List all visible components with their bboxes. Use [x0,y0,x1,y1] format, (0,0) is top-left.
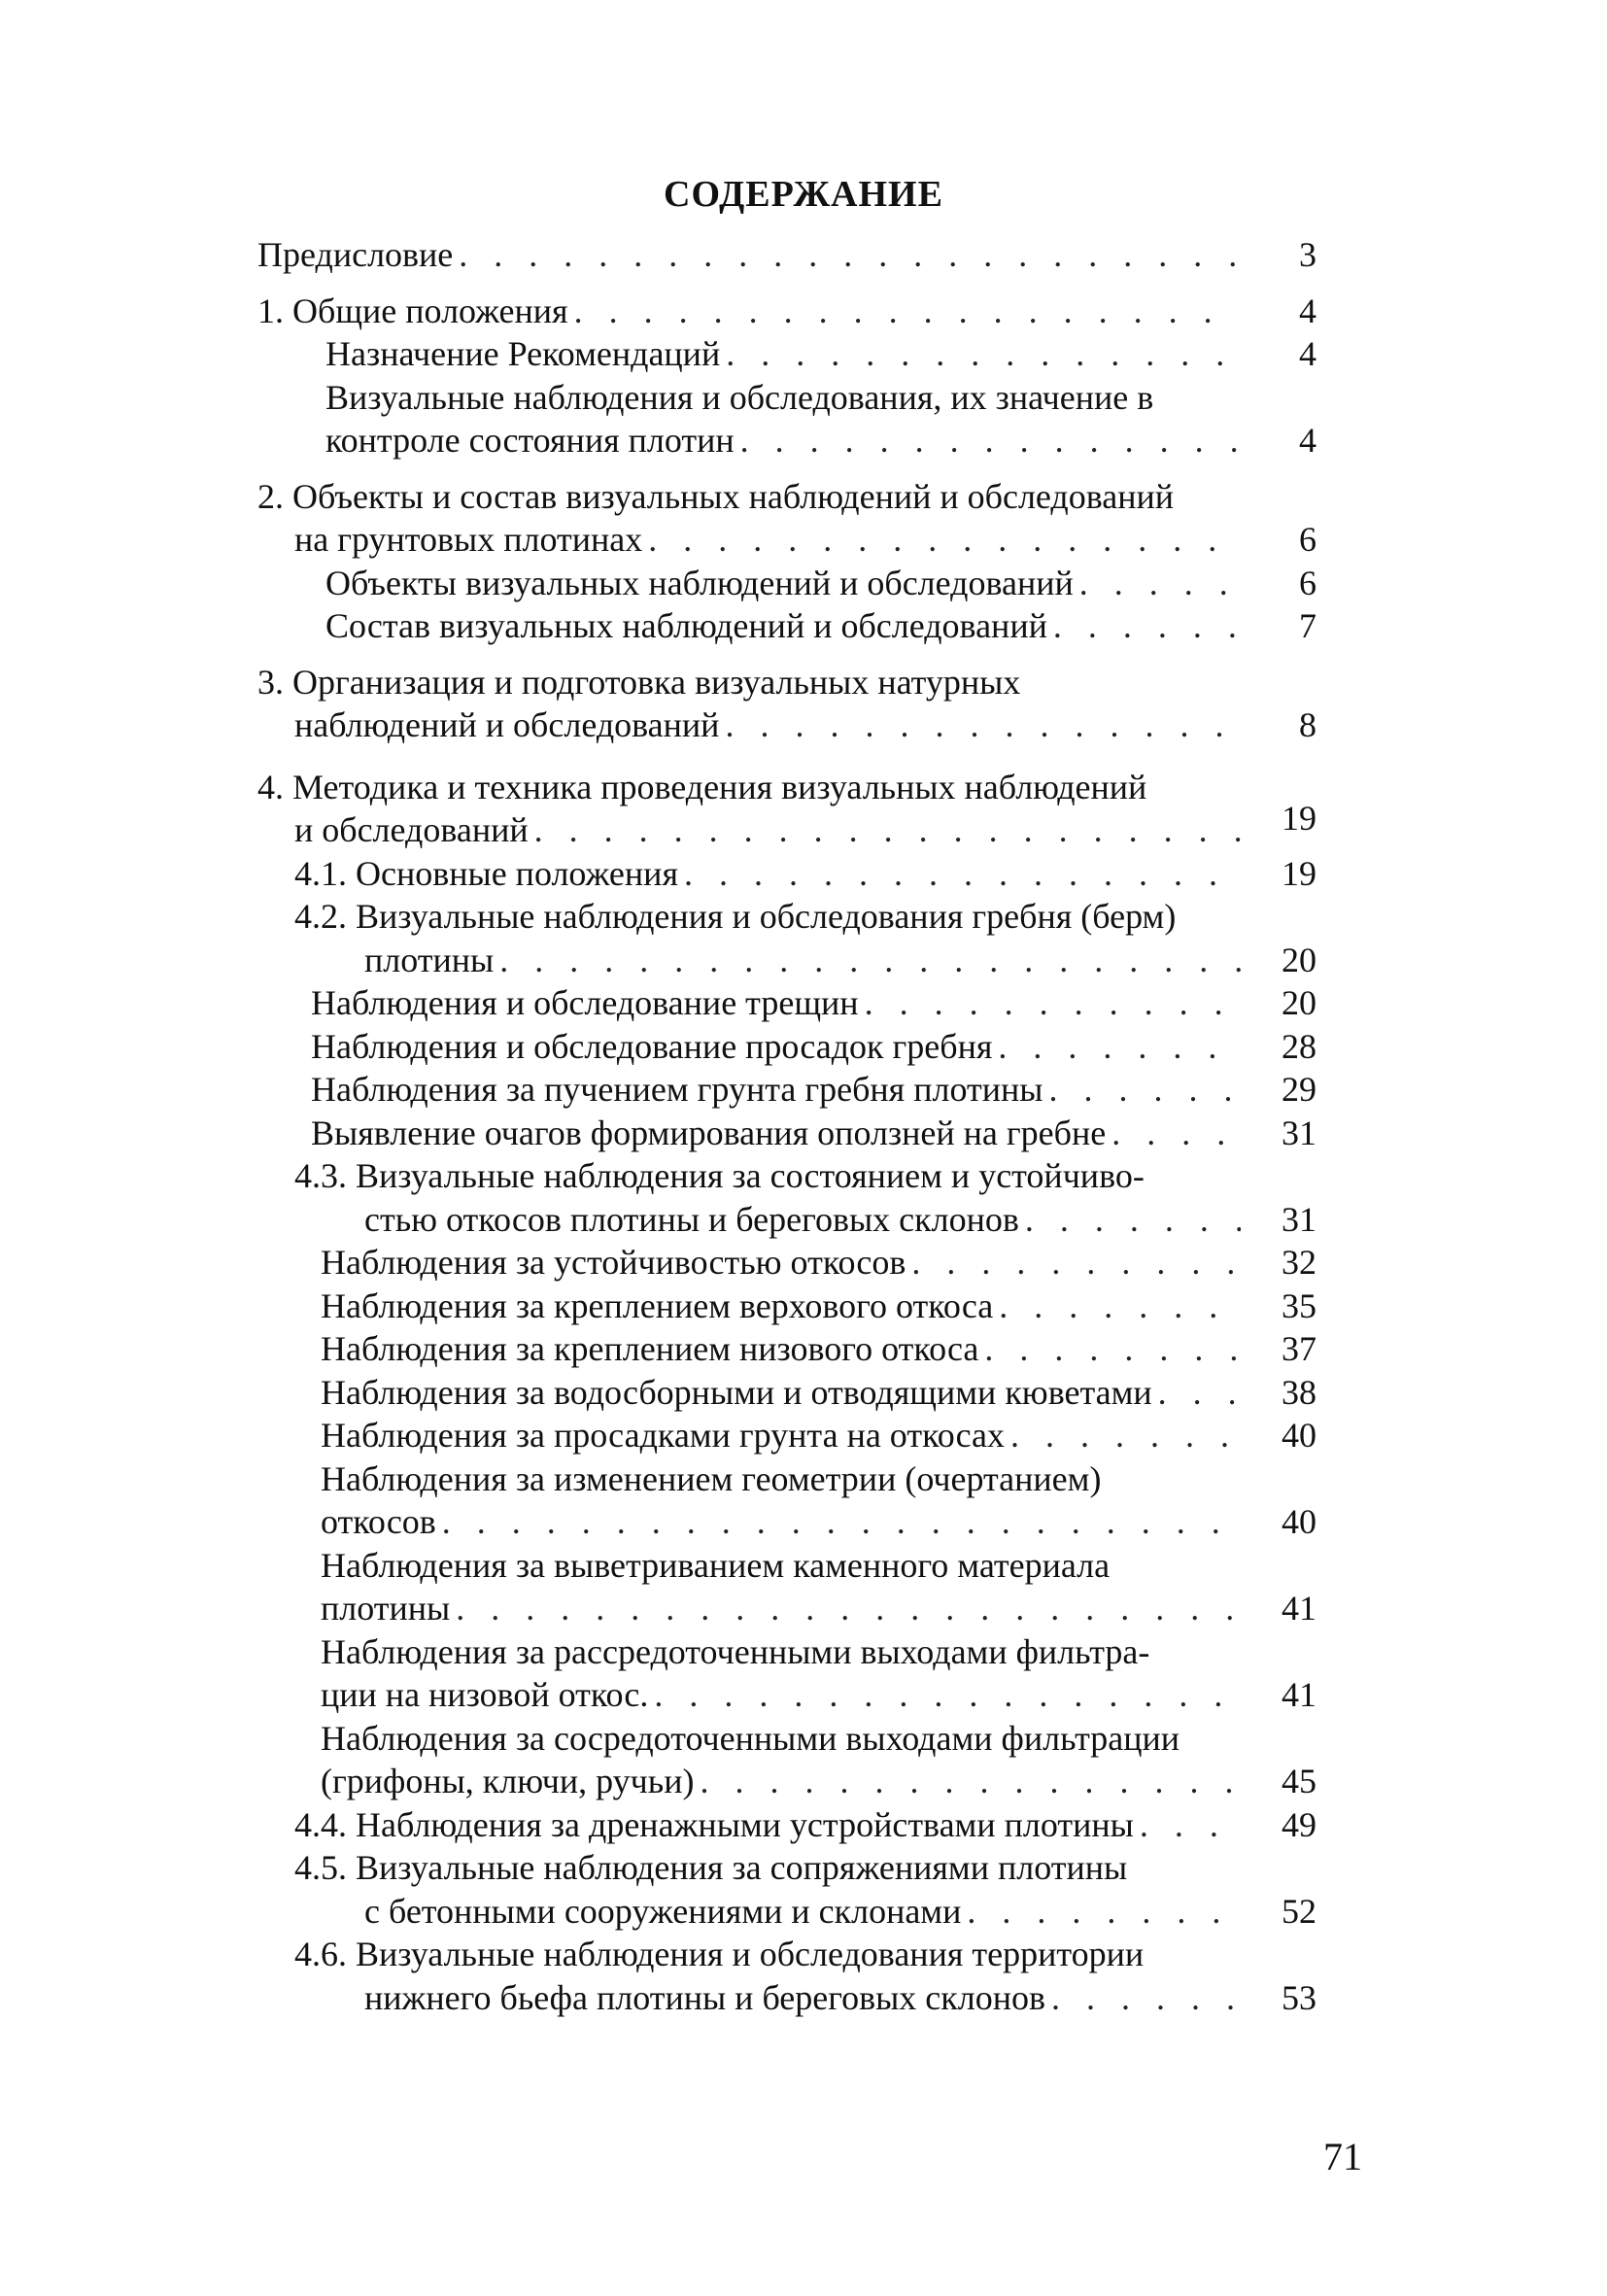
toc-page-number: 3 [1299,235,1316,274]
toc-entry-text: Объекты визуальных наблюдений и обследований [325,563,1074,602]
toc-page-number: 28 [1282,1026,1316,1066]
page-number: 71 [1323,2135,1362,2178]
toc-entry-text: Наблюдения за просадками грунта на откосах [321,1416,1006,1455]
page-title: СОДЕРЖАНИЕ [664,174,943,215]
toc-entry [257,895,1316,981]
toc-page-number: 6 [1299,520,1316,559]
toc-page-number: 4 [1299,291,1316,330]
toc-page-number: 52 [1282,1891,1316,1931]
toc-entry [257,1846,1316,1933]
toc-page-number: 41 [1282,1589,1316,1628]
toc-entry-text-continued: ции на низовой откос. [321,1675,649,1714]
toc-entry [257,1414,1316,1457]
toc-entry [257,290,1316,333]
toc-entry-text-continued: откосов [321,1502,436,1541]
toc-entry-text: Предисловие [257,235,454,274]
toc-entry [257,1544,1316,1630]
toc-entry-text: Состав визуальных наблюдений и обследований [325,606,1047,645]
toc-entry [257,1285,1316,1328]
toc-entry-text-continued: нижнего бьефа плотины и береговых склонов [364,1977,1045,2017]
toc-entry-text: 4. Методика и техника проведения визуальных наблюдений [257,767,1147,806]
toc-entry [257,233,1316,277]
toc-page-number: 4 [1299,334,1316,373]
table-of-contents [257,233,1316,2019]
toc-entry [257,981,1316,1025]
toc-entry [257,475,1316,562]
toc-entry-text: Наблюдения и обследование трещин [311,983,859,1022]
toc-entry [257,376,1316,463]
toc-entry-text: Наблюдения за креплением низового откоса [321,1329,979,1368]
toc-entry-text: 1. Общие положения [257,291,568,330]
toc-entry [257,852,1316,896]
toc-entry-text: 4.4. Наблюдения за дренажными устройствами плотины [294,1804,1134,1844]
toc-entry-text-continued: и обследований [294,810,529,849]
toc-entry-text: Наблюдения за креплением верхового откоса [321,1285,994,1325]
toc-entry [257,661,1316,747]
toc-page-number: 35 [1282,1285,1316,1325]
toc-entry-text: 2. Объекты и состав визуальных наблюдений и обследований [257,476,1175,516]
toc-entry [257,1933,1316,2019]
toc-page-number: 20 [1282,940,1316,979]
toc-entry [257,1803,1316,1847]
toc-entry [257,1068,1316,1112]
toc-page-number: 40 [1282,1416,1316,1455]
toc-page-number: 19 [1282,853,1316,893]
toc-page-number: 45 [1282,1762,1316,1800]
toc-entry-text: Наблюдения за пучением грунта гребня плотины [311,1070,1043,1109]
toc-page-number: 31 [1282,1113,1316,1152]
toc-entry [257,1241,1316,1285]
toc-entry-text-continued: контроле состояния плотин [325,421,735,460]
toc-page-number: 20 [1282,983,1316,1022]
toc-entry [257,562,1316,605]
toc-entry [257,1457,1316,1544]
toc-entry-text: Наблюдения за изменением геометрии (очертанием) [321,1458,1102,1498]
toc-entry-text: 3. Организация и подготовка визуальных натурных [257,662,1021,702]
toc-entry-text-continued: стью откосов плотины и береговых склонов [364,1199,1019,1239]
toc-entry [257,1025,1316,1069]
toc-page-number: 32 [1282,1243,1316,1282]
toc-entry-text: Наблюдения за водосборными и отводящими кюветами [321,1372,1152,1412]
toc-page-number: 4 [1299,421,1316,460]
toc-entry-text-continued: с бетонными сооружениями и склонами [364,1891,962,1931]
toc-page-number: 49 [1282,1804,1316,1844]
toc-page-number: 29 [1282,1070,1316,1109]
toc-entry-text: Визуальные наблюдения и обследования, их значение в [325,377,1154,417]
toc-entry-text: Выявление очагов формирования оползней на гребне [311,1113,1107,1152]
toc-page-number: 7 [1299,606,1316,645]
toc-entry-text: Наблюдения за рассредоточенными выходами фильтра- [321,1631,1150,1671]
toc-page-number: 6 [1299,563,1316,602]
toc-entry-text: Наблюдения за устойчивостью откосов [321,1243,906,1282]
toc-entry-text: Назначение Рекомендаций [325,334,721,373]
toc-entry-text-continued: на грунтовых плотинах [294,520,643,559]
toc-entry [257,1371,1316,1415]
toc-entry-text: Наблюдения и обследование просадок гребня [311,1026,993,1066]
toc-entry-text-continued: плотины [321,1589,451,1628]
toc-entry [257,1717,1316,1803]
toc-page-number: 53 [1282,1977,1316,2017]
toc-entry-text-continued: наблюдений и обследований [294,705,720,744]
toc-entry-text-continued: (грифоны, ключи, ручьи) [321,1762,695,1800]
toc-entry-text: Наблюдения за выветриванием каменного материала [321,1545,1111,1585]
toc-entry-text: Наблюдения за сосредоточенными выходами фильтрации [321,1718,1180,1758]
toc-page-number: 37 [1282,1329,1316,1368]
toc-page-number: 31 [1282,1199,1316,1239]
toc-entry-text: 4.3. Визуальные наблюдения за состоянием и устойчиво- [294,1156,1145,1195]
toc-entry-text: 4.5. Визуальные наблюдения за сопряжениями плотины [294,1848,1128,1887]
toc-entry [257,1112,1316,1155]
toc-entry [257,766,1316,852]
toc-entry-text-continued: плотины [364,940,495,979]
toc-page-number: 38 [1282,1372,1316,1412]
toc-page-number: 41 [1282,1675,1316,1714]
toc-entry [257,332,1316,376]
toc-entry-text: 4.2. Визуальные наблюдения и обследования гребня (берм) [294,897,1177,936]
toc-entry [257,604,1316,648]
toc-entry [257,1327,1316,1371]
toc-entry-text: 4.1. Основные положения [294,853,678,893]
toc-entry [257,1630,1316,1717]
toc-page-number: 19 [1282,799,1316,838]
toc-page-number: 40 [1282,1502,1316,1541]
toc-entry-text: 4.6. Визуальные наблюдения и обследования территории [294,1935,1145,1973]
toc-page-number: 8 [1299,705,1316,744]
toc-entry [257,1154,1316,1241]
